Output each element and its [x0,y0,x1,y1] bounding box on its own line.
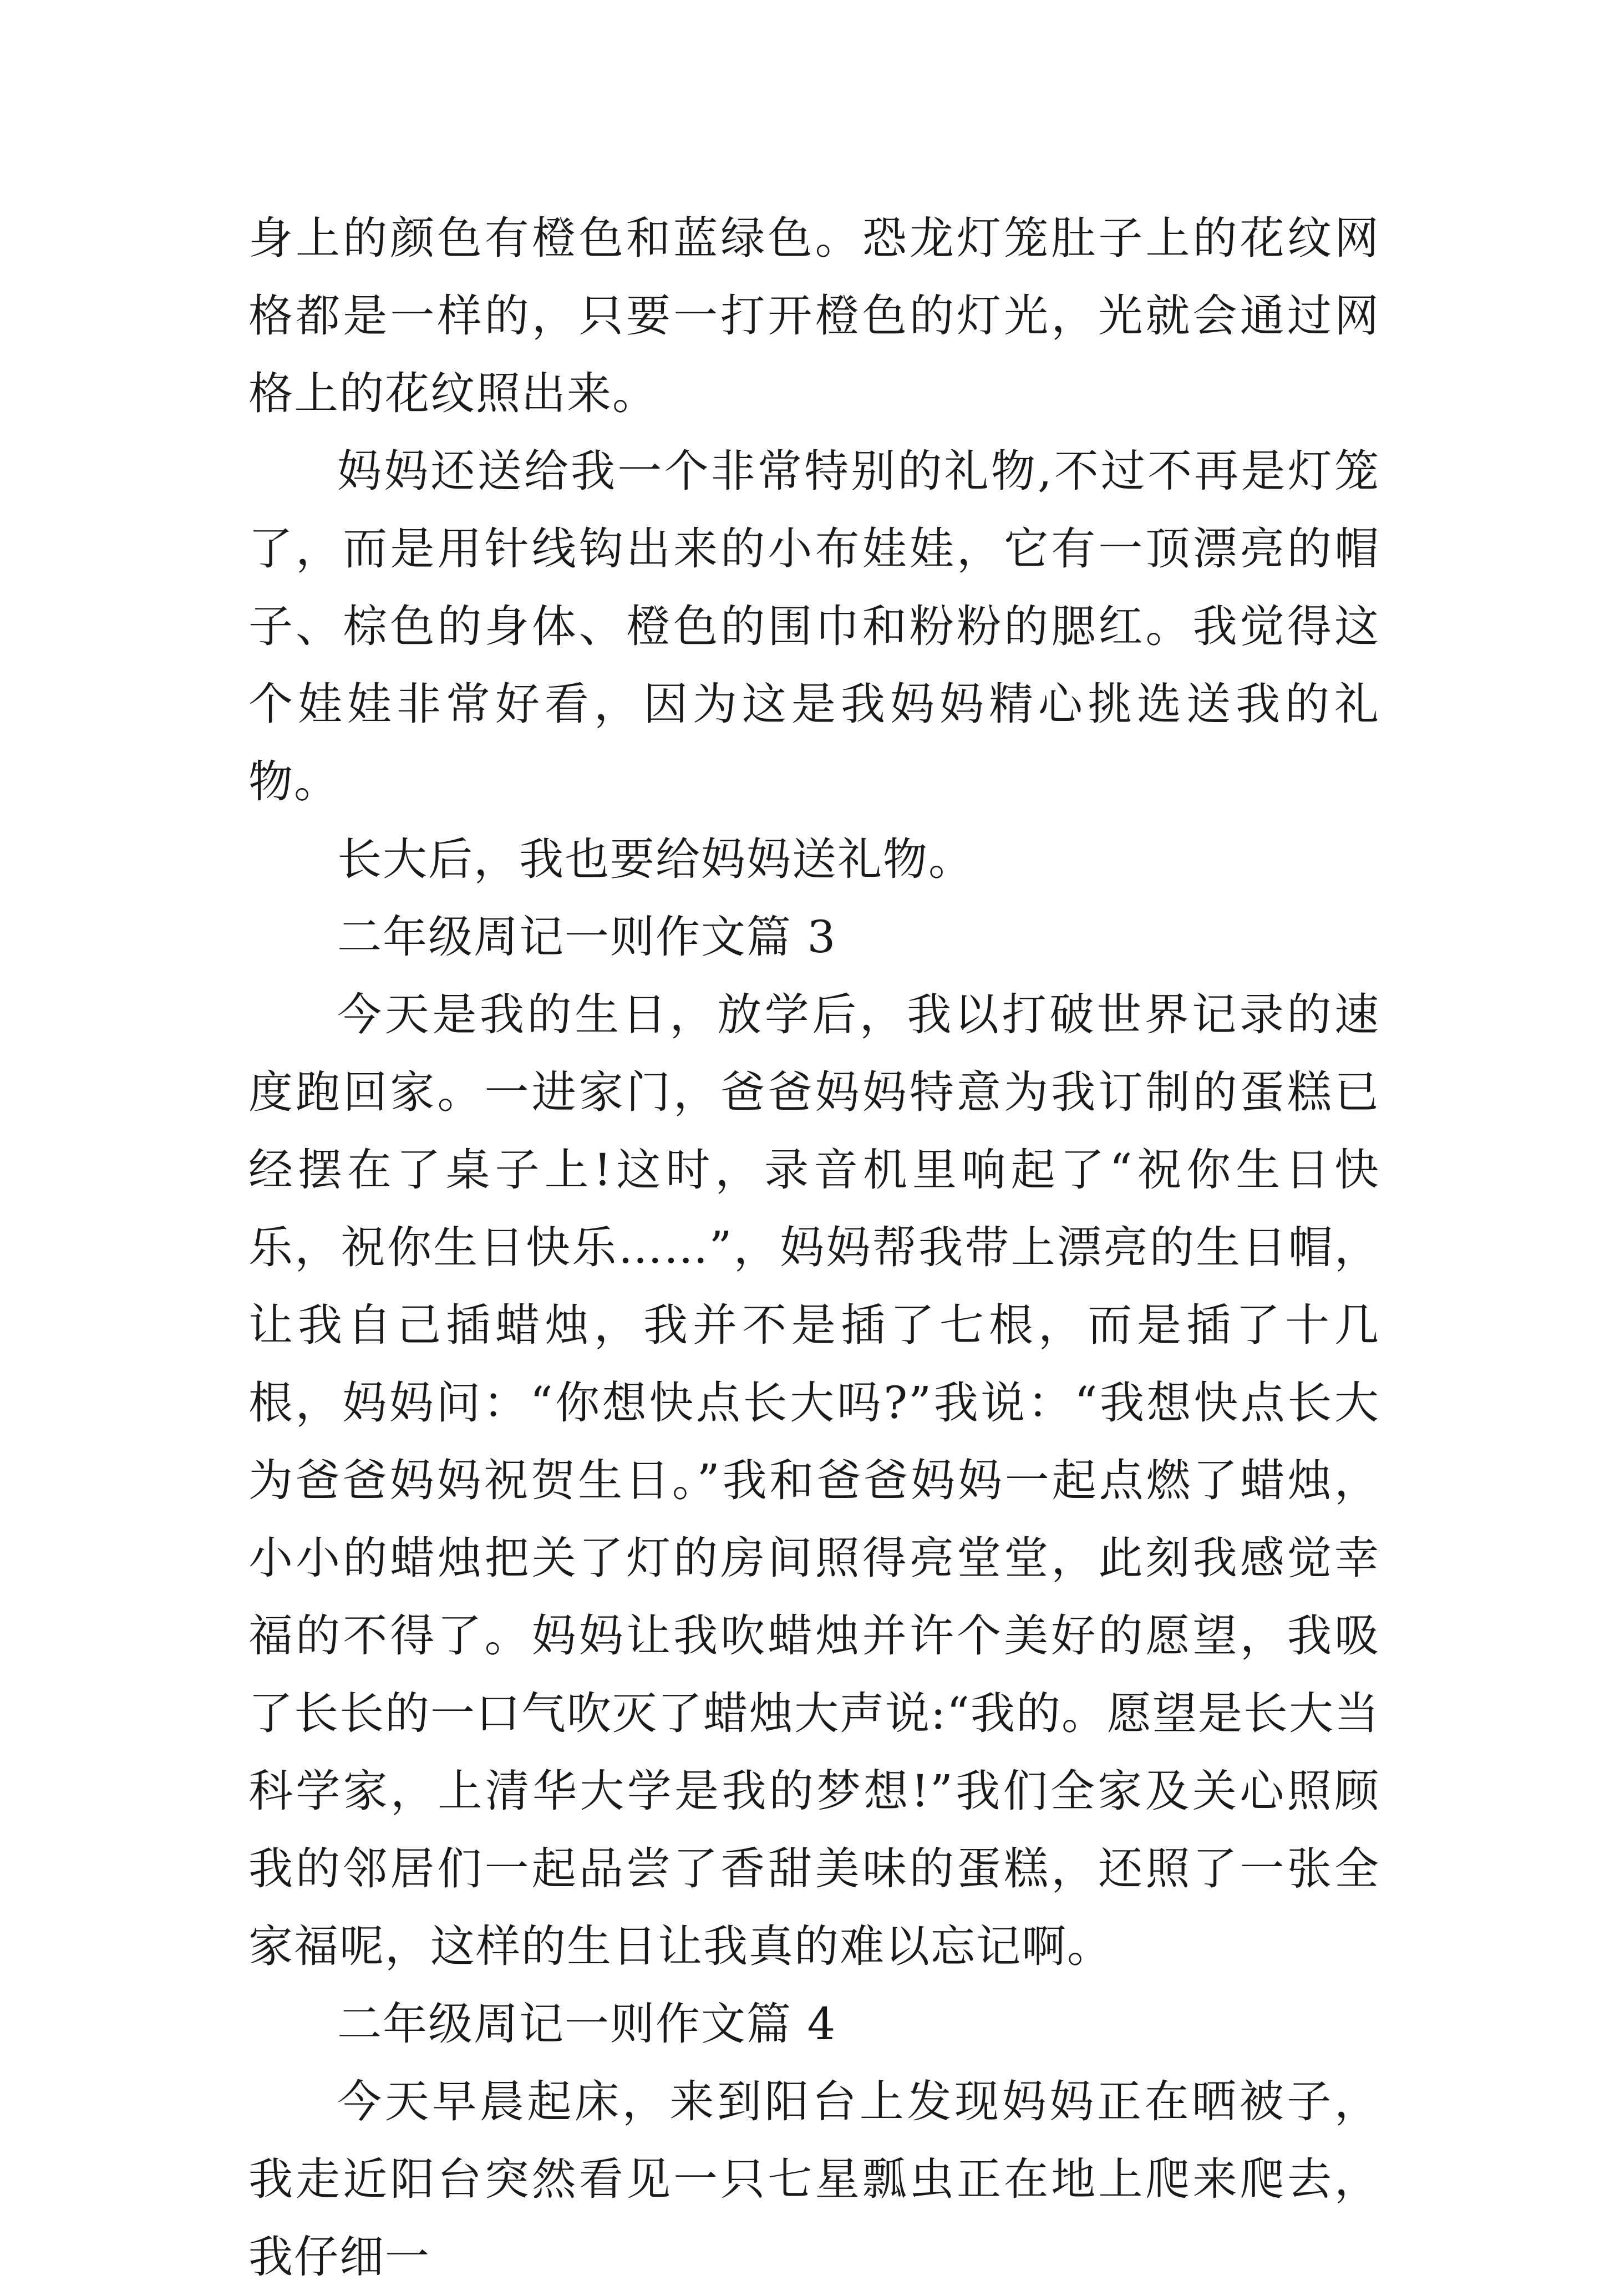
paragraph-grow-up: 长大后，我也要给妈妈送礼物。 [337,834,974,885]
section-heading-4: 二年级周记一则作文篇 4 [337,1998,837,2050]
paragraph-gift: 妈妈还送给我一个非常特别的礼物,不过不再是灯笼了，而是用针线钩出来的小布娃娃，它有一顶漂亮的帽子、棕色的身体、橙色的围巾和粉粉的腮红。我觉得这个娃娃非常好看，因为这是我妈妈精心挑选送我的礼物。 [248,445,1380,807]
paragraph-birthday: 今天是我的生日，放学后，我以打破世界记录的速度跑回家。一进家门，爸爸妈妈特意为我订制的蛋糕已经摆在了桌子上!这时，录音机里响起了“祝你生日快乐，祝你生日快乐……”，妈妈帮我带上漂亮的生日帽，让我自己插蜡烛，我并不是插了七根，而是插了十几根，妈妈问：“你想快点长大吗?”我说：“我想快点长大为爸爸妈妈祝贺生日。”我和爸爸妈妈一起点燃了蜡烛，小小的蜡烛把关了灯的房间照得亮堂堂，此刻我感觉幸福的不得了。妈妈让我吹蜡烛并许个美好的愿望，我吸了长长的一口气吹灭了蜡烛大声说:“我的。愿望是长大当科学家，上清华大学是我的梦想!”我们全家及关心照顾我的邻居们一起品尝了香甜美味的蛋糕，还照了一张全家福呢，这样的生日让我真的难以忘记啊。 [248,989,1380,1972]
document-body [248,200,1380,2296]
paragraph-ladybug: 今天早晨起床，来到阳台上发现妈妈正在晒被子，我走近阳台突然看见一只七星瓢虫正在地上爬来爬去，我仔细一 [248,2076,1380,2283]
section-heading-3: 二年级周记一则作文篇 3 [337,911,837,963]
paragraph-continuation: 身上的颜色有橙色和蓝绿色。恐龙灯笼肚子上的花纹网格都是一样的，只要一打开橙色的灯光，光就会通过网格上的花纹照出来。 [248,212,1380,419]
